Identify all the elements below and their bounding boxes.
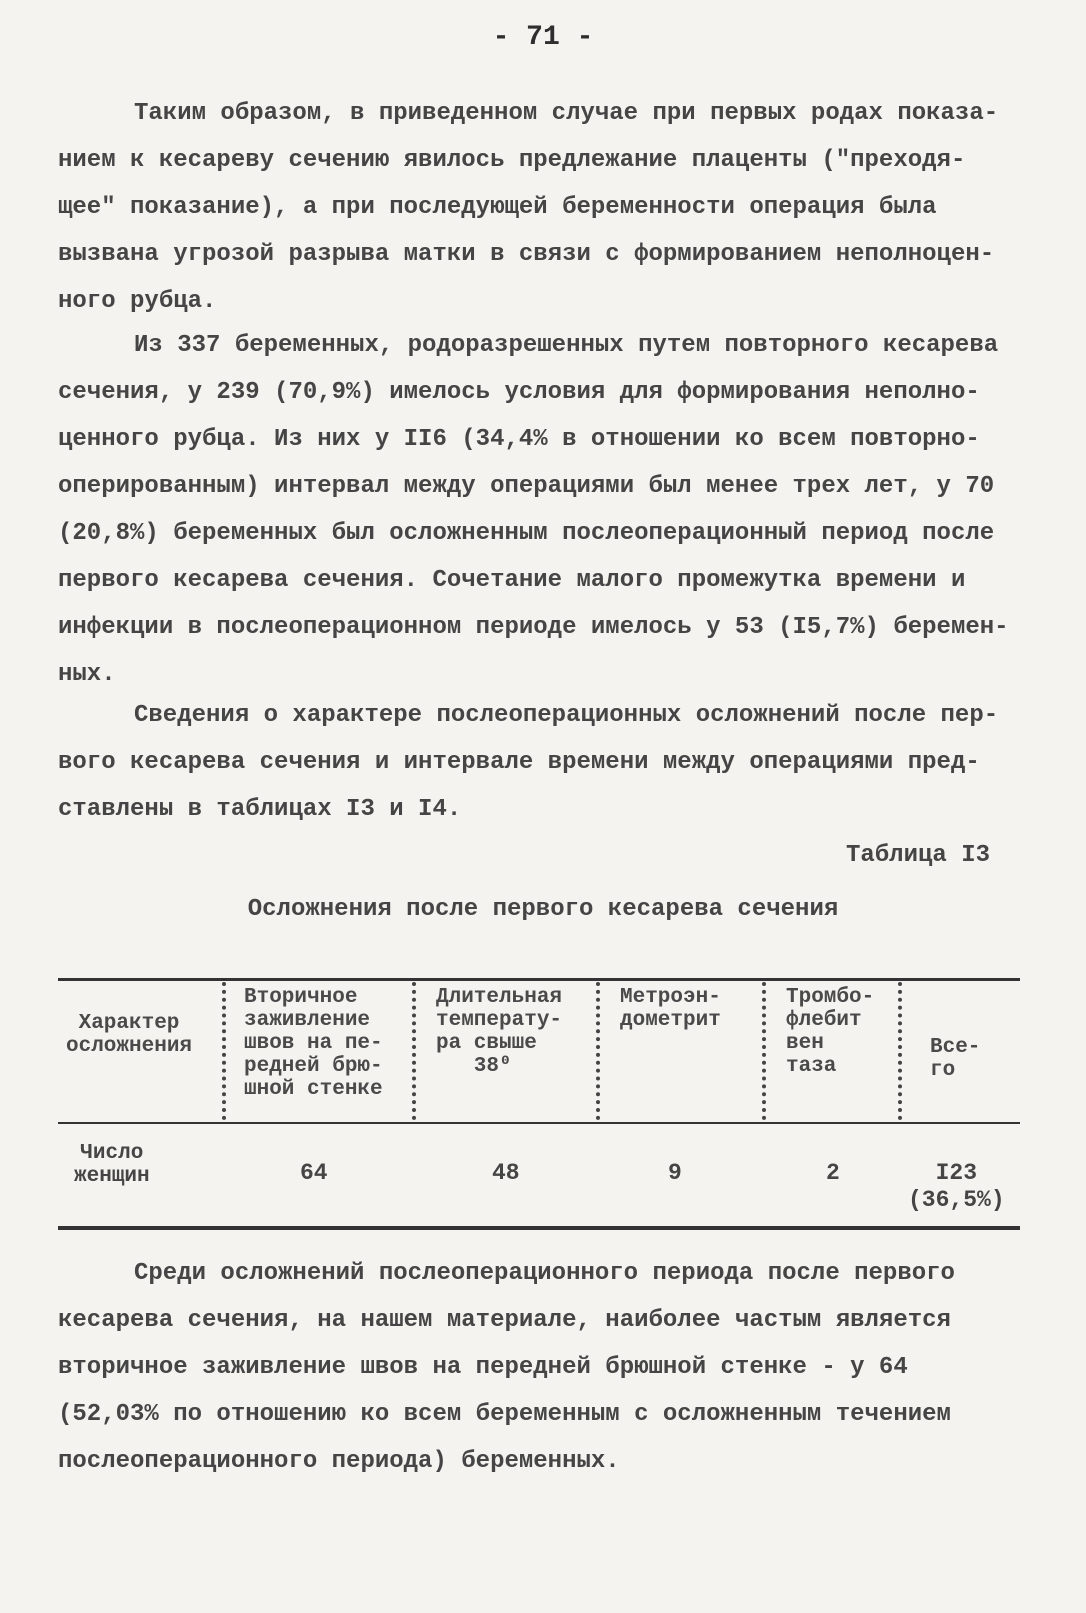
text-line: ценного рубца. Из них у II6 (34,4% в отношении ко всем повторно-: [58, 426, 980, 453]
text-line: послеоперационного периода) беременных.: [58, 1448, 620, 1475]
header-total: Все- го: [930, 1036, 981, 1082]
column-separator: [762, 982, 766, 1120]
cell-metroendometritis: 9: [668, 1160, 682, 1186]
text-line: Из 337 беременных, родоразрешенных путем повторного кесарева: [134, 332, 999, 359]
paragraph-2: [58, 322, 1018, 698]
header-prolonged-temperature: Длительная температу- ра свыше 38⁰: [436, 986, 563, 1078]
text-line: Среди осложнений послеоперационного периода после первого: [134, 1260, 955, 1287]
row-label-women-count: Число женщин: [74, 1142, 150, 1188]
text-line: (20,8%) беременных был осложненным послеоперационный период после: [58, 520, 995, 547]
text-line: ставлены в таблицах I3 и I4.: [58, 796, 462, 823]
header-complication-type: Характер осложнения: [66, 1012, 193, 1058]
table-bottom-rule: [58, 1226, 1020, 1230]
header-secondary-healing: Вторичное заживление швов на пе- редней брю- шной стенке: [244, 986, 383, 1101]
cell-thrombophlebitis: 2: [826, 1160, 840, 1186]
cell-secondary-healing: 64: [300, 1160, 328, 1186]
cell-total: I23 (36,5%): [908, 1160, 1005, 1213]
text-line: щее" показание), а при последующей беременности операция была: [58, 194, 937, 221]
column-separator: [898, 982, 902, 1120]
paragraph-4: [58, 1250, 1018, 1485]
table-label: Таблица I3: [845, 842, 990, 869]
paragraph-3: [58, 692, 1018, 833]
text-line: ного рубца.: [58, 288, 217, 315]
page-number: - 71 -: [492, 22, 594, 53]
text-line: первого кесарева сечения. Сочетание малого промежутка времени и: [58, 567, 966, 594]
header-thrombophlebitis: Тромбо- флебит вен таза: [786, 986, 875, 1078]
text-line: инфекции в послеоперационном периоде имелось у 53 (I5,7%) беремен-: [58, 614, 1009, 641]
column-separator: [596, 982, 600, 1120]
column-separator: [412, 982, 416, 1120]
text-line: Сведения о характере послеоперационных осложнений после пер-: [134, 702, 999, 729]
text-line: Таким образом, в приведенном случае при первых родах показа-: [134, 100, 999, 127]
table-header-rule: [58, 1122, 1020, 1124]
text-line: (52,03% по отношению ко всем беременным с осложненным течением: [58, 1401, 951, 1428]
text-line: вого кесарева сечения и интервале времени между операциями пред-: [58, 749, 980, 776]
header-metroendometritis: Метроэн- дометрит: [620, 986, 721, 1032]
paragraph-1: [58, 90, 1018, 325]
text-line: нием к кесареву сечению явилось предлежание плаценты ("преходя-: [58, 147, 966, 174]
text-line: оперированным) интервал между операциями был менее трех лет, у 70: [58, 473, 995, 500]
text-line: кесарева сечения, на нашем материале, наиболее частым является: [58, 1307, 951, 1334]
text-line: ных.: [58, 661, 116, 688]
column-separator: [222, 982, 226, 1120]
cell-prolonged-temperature: 48: [492, 1160, 520, 1186]
table-title: Осложнения после первого кесарева сечения: [247, 896, 839, 923]
text-line: вызвана угрозой разрыва матки в связи с формированием неполноцен-: [58, 241, 995, 268]
text-line: сечения, у 239 (70,9%) имелось условия для формирования неполно-: [58, 379, 980, 406]
table-top-rule: [58, 978, 1020, 981]
text-line: вторичное заживление швов на передней брюшной стенке - у 64: [58, 1354, 908, 1381]
